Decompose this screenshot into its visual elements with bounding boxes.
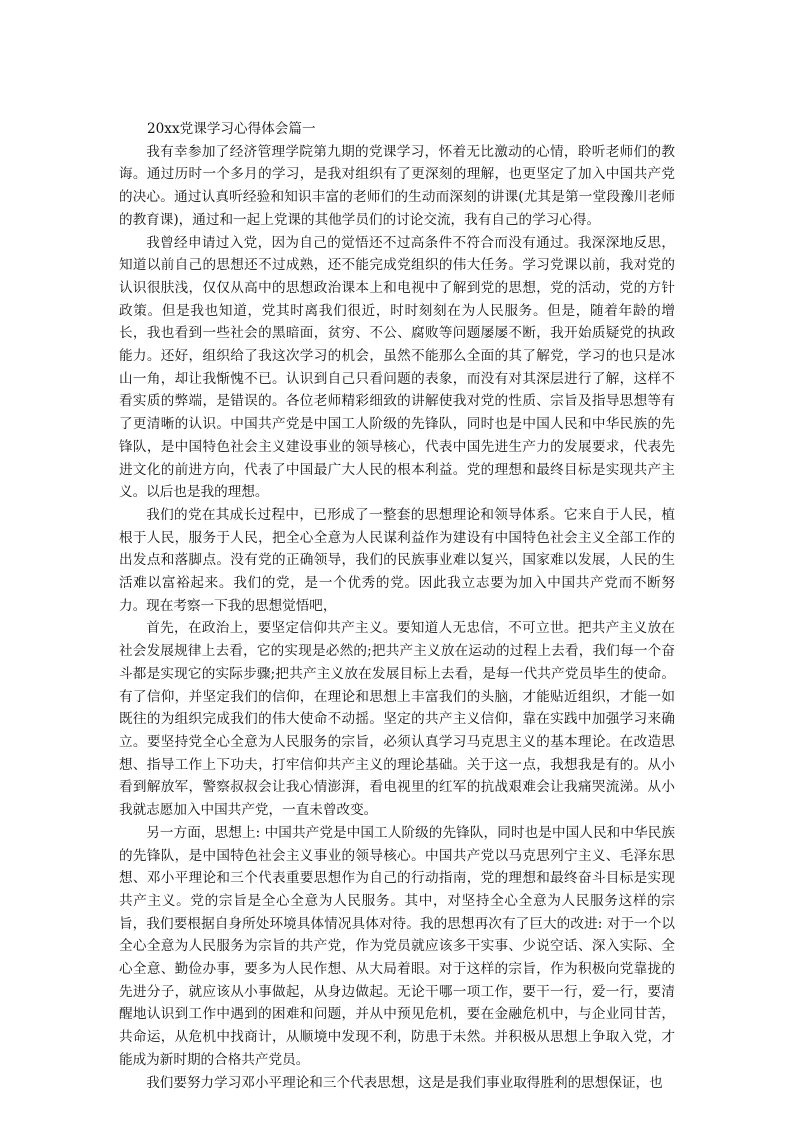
paragraph-application: 我曾经申请过入党，因为自己的觉悟还不过高条件不符合而没有通过。我深深地反思，知道以前自己的思想还不过成熟，还不能完成党组织的伟大任务。学习党课以前，我对党的认识很肤浅，仅仅从高中的思想政治课本上和电视中了解到党的思想，党的活动，党的方针政策。但是我也知道，党其时离我们很近，时时刻刻在为人民服务。但是，随着年龄的增长，我也看到一些社会的黑暗面，贫穷、不公、腐败等问题屡屡不断，我开始质疑党的执政能力。还好，组织给了我这次学习的机会，虽然不能那么全面的其了解党，学习的也只是冰山一角，却让我惭愧不已。认识到自己只看问题的表象，而没有对其深层进行了解，这样不看实质的弊端，是错误的。各位老师精彩细致的讲解使我对党的性质、宗旨及指导思想等有了更清晰的认识。中国共产党是中国工人阶级的先锋队，同时也是中国人民和中华民族的先锋队，是中国特色社会主义建设事业的领导核心，代表中国先进生产力的发展要求，代表先进文化的前进方向，代表了中国最广大人民的根本利益。党的理想和最终目标是实现共产主义。以后也是我的理想。 xyxy=(119,234,675,501)
document-title: 20xx党课学习心得体会篇一 xyxy=(147,121,316,137)
document-body xyxy=(119,118,675,1094)
paragraph-ideological: 另一方面，思想上: 中国共产党是中国工人阶级的先锋队，同时也是中国人民和中华民族的先锋队，是中国特色社会主义事业的领导核心。中国共产党以马克思列宁主义、毛泽东思想、邓小平理论和三个代表重要思想作为自己的行动指南，党的理想和最终奋斗目标是实现共产主义。党的宗旨是全心全意为人民服务。其中，对坚持全心全意为人民服务这样的宗旨，我们要根据自身所处环境具体情况具体对待。我的思想再次有了巨大的改进: 对于一个以全心全意为人民服务为宗旨的共产党，作为党员就应该多干实事、少说空话、深入实际、全心全意、勤俭办事，要多为人民作想、从大局着眼。对于这样的宗旨，作为积极向党靠拢的先进分子，就应该从小事做起，从身边做起。无论干哪一项工作，要干一行，爱一行，要清醒地认识到工作中遇到的困难和问题，并从中预见危机，要在金融危机中，与企业同甘苦，共命运，从危机中找商计，从顺境中发现不利，防患于未然。并积极从思想上争取入党，才能成为新时期的合格共产党员。 xyxy=(119,824,675,1068)
paragraph-political: 首先，在政治上，要坚定信仰共产主义。要知道人无忠信，不可立世。把共产主义放在社会发展规律上去看，它的实现是必然的;把共产主义放在运动的过程上去看，我们每一个奋斗都是实现它的实际步骤;把共产主义放在发展目标上去看，是每一代共产党员毕生的使命。有了信仰，并坚定我们的信仰，在理论和思想上丰富我们的头脑，才能贴近组织，才能一如既往的为组织完成我们的伟大使命不动摇。坚定的共产主义信仰，靠在实践中加强学习来确立。要坚持党全心全意为人民服务的宗旨，必须认真学习马克思主义的基本理论。在改造思想、指导工作上下功夫，打牢信仰共产主义的理论基础。关于这一点，我想我是有的。从小看到解放军，警察叔叔会让我心情澎湃，看电视里的红军的抗战艰难会让我痛哭流涕。从小我就志愿加入中国共产党，一直未曾改变。 xyxy=(119,620,675,819)
paragraph-party-system: 我们的党在其成长过程中，已形成了一整套的思想理论和领导体系。它来自于人民，植根于人民，服务于人民，把全心全意为人民谋利益作为建设有中国特色社会主义全部工作的出发点和落脚点。没有党的正确领导，我们的民族事业难以复兴，国家难以发展，人民的生活难以富裕起来。我们的党，是一个优秀的党。因此我立志要为加入中国共产党而不断努力。现在考察一下我的思想觉悟吧， xyxy=(119,506,675,614)
paragraph-intro: 我有幸参加了经济管理学院第九期的党课学习，怀着无比激动的心情，聆听老师们的教诲。通过历时一个多月的学习，是我对组织有了更深刻的理解，也更坚定了加入中国共产党的决心。通过认真听经验和知识丰富的老师们的生动而深刻的讲课(尤其是第一堂段豫川老师的教育课)，通过和一起上党课的其他学员们的讨论交流，我有自己的学习心得。 xyxy=(119,143,675,228)
paragraph-study-theory: 我们要努力学习邓小平理论和三个代表思想，这是是我们事业取得胜利的思想保证，也 xyxy=(146,1074,663,1091)
